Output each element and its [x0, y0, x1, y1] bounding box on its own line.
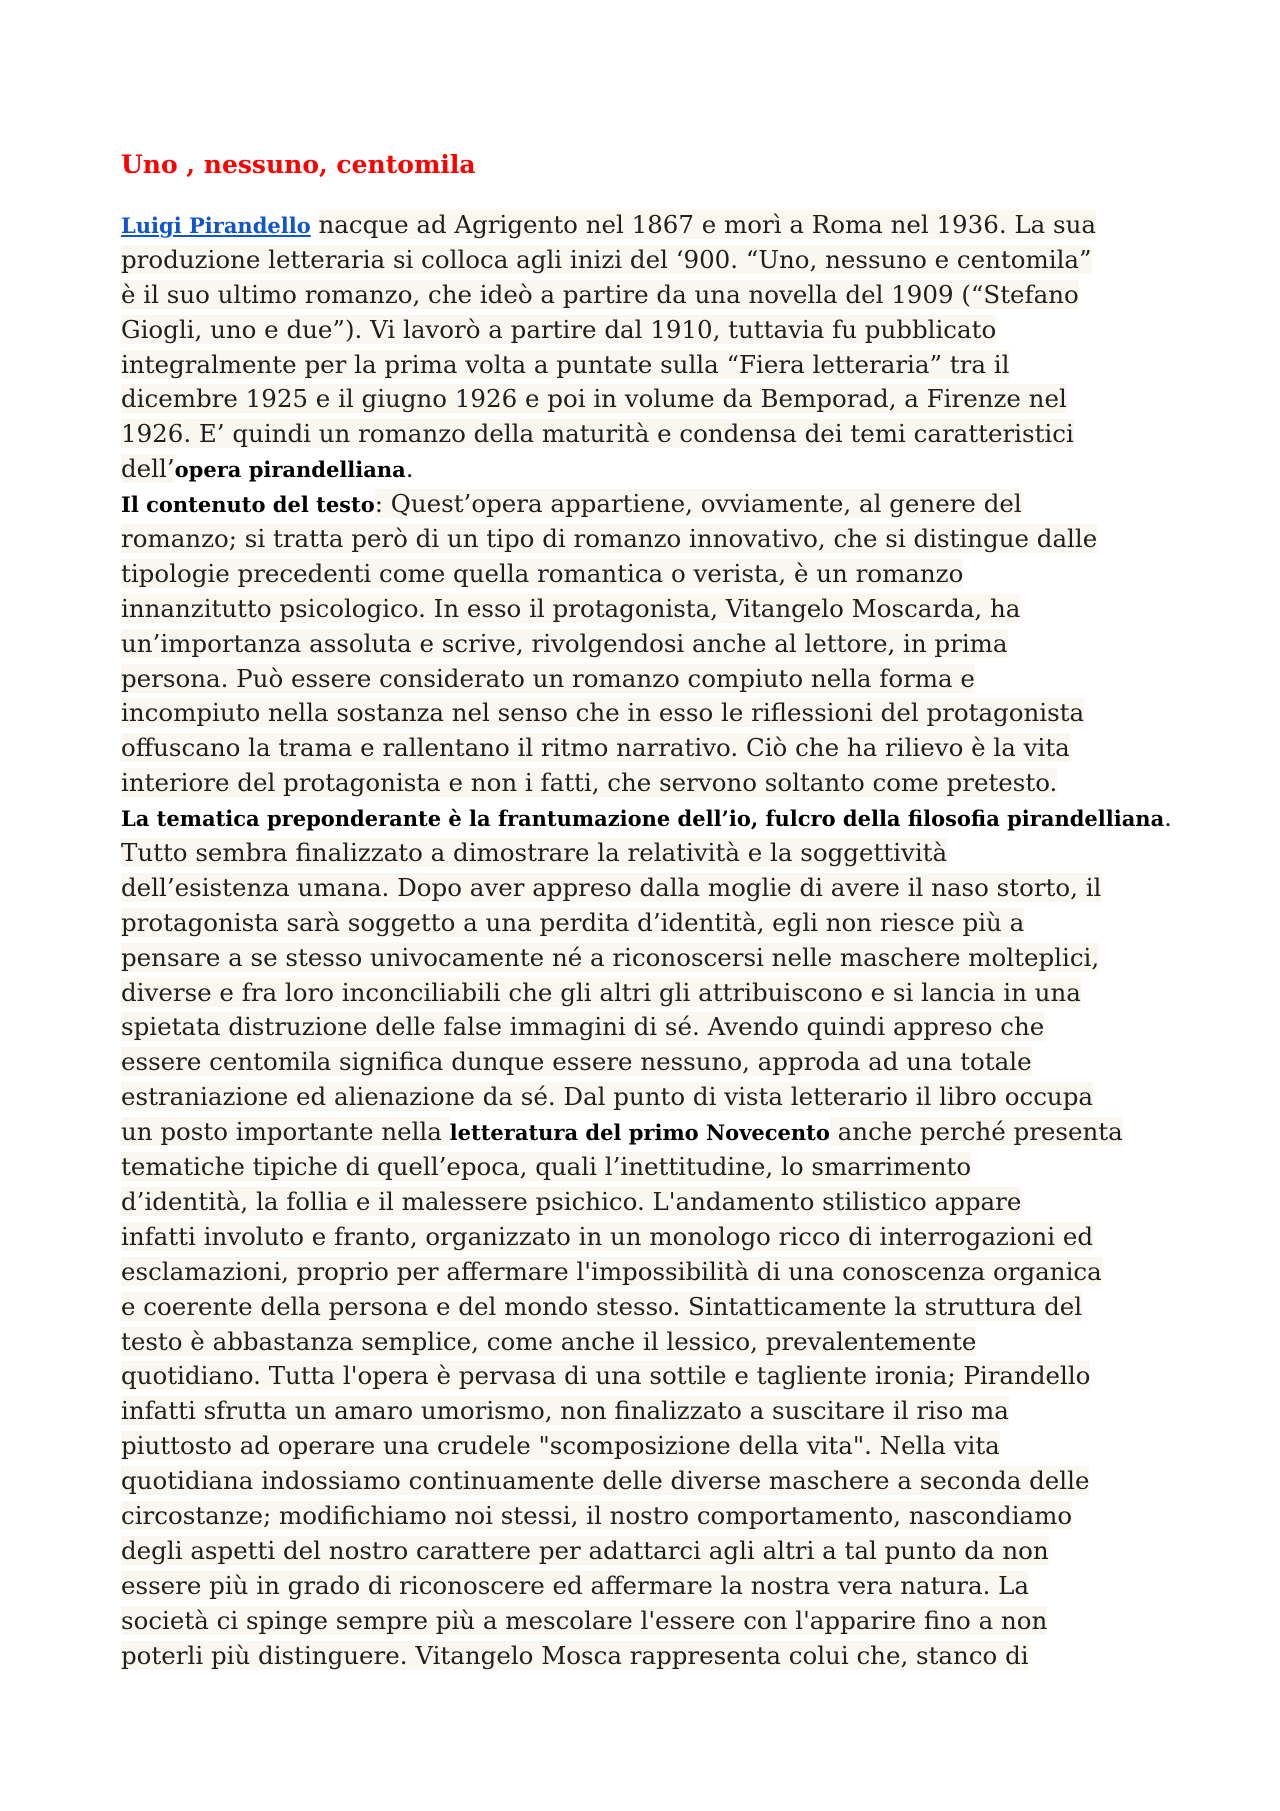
text-span: offuscano la trama e rallentano il ritmo narrativo. Ciò che ha rilievo è la vita: [121, 733, 1070, 763]
text-span: dicembre 1925 e il giugno 1926 e poi in volume da Bemporad, a Firenze nel: [121, 384, 1067, 414]
text-span: quotidiano. Tutta l'opera è pervasa di una sottile e tagliente ironia; Pirandello: [121, 1361, 1091, 1391]
text-span: esclamazioni, proprio per affermare l'impossibilità di una conoscenza organica: [121, 1256, 1102, 1286]
text-span: .: [1164, 803, 1172, 833]
text-span: infatti involuto e franto, organizzato in un monologo ricco di interrogazioni ed: [121, 1221, 1094, 1251]
text-span: anche perché presenta: [829, 1117, 1123, 1147]
bold-phrase: opera pirandelliana: [174, 457, 406, 483]
text-span: un posto importante nella: [121, 1117, 450, 1147]
text-line: [121, 313, 1181, 348]
text-line: [121, 417, 1181, 452]
text-span: tematiche tipiche di quell’epoca, quali l’inettitudine, lo smarrimento: [121, 1152, 972, 1182]
text-span: e coerente della persona e del mondo stesso. Sintatticamente la struttura del: [121, 1291, 1083, 1321]
text-span: spietata distruzione delle false immagini di sé. Avendo quindi appreso che: [121, 1012, 1045, 1042]
text-span: nacque ad Agrigento nel 1867 e morì a Roma nel 1936. La sua: [318, 210, 1097, 239]
text-line: [121, 1325, 1181, 1360]
text-line: [121, 766, 1181, 801]
text-span: Tutto sembra finalizzato a dimostrare la relatività e la soggettività: [121, 838, 948, 868]
text-span: infatti sfrutta un amaro umorismo, non finalizzato a suscitare il riso ma: [121, 1396, 1009, 1426]
text-line: [121, 1639, 1181, 1674]
text-line: [121, 487, 1181, 522]
text-line: [121, 696, 1181, 731]
text-span: interiore del protagonista e non i fatti, che servono soltanto come pretesto.: [121, 768, 1058, 798]
text-line: [121, 592, 1181, 627]
bold-phrase: La tematica preponderante è la frantumazione dell’io, fulcro della filosofia pirandelliana: [121, 806, 1165, 832]
text-span: protagonista sarà soggetto a una perdita d’identità, egli non riesce più a: [121, 907, 1025, 937]
text-line: [121, 1185, 1181, 1220]
text-line: [121, 1045, 1181, 1080]
text-line: [121, 1290, 1181, 1325]
text-line: [121, 1220, 1181, 1255]
text-line: [121, 1010, 1181, 1045]
bold-phrase: letteratura del primo Novecento: [449, 1120, 830, 1146]
author-link[interactable]: Luigi Pirandello: [121, 213, 311, 238]
text-line: [121, 243, 1181, 278]
text-line: [121, 1150, 1181, 1185]
page-title: Uno , nessuno, centomila: [121, 150, 476, 179]
text-span: essere centomila significa dunque essere nessuno, approda ad una totale: [121, 1047, 1032, 1077]
text-line: [121, 836, 1181, 871]
text-line: [121, 208, 1181, 243]
text-line: [121, 278, 1181, 313]
text-line: [121, 1569, 1181, 1604]
text-span: romanzo; si tratta però di un tipo di romanzo innovativo, che si distingue dalle: [121, 524, 1098, 554]
text-span: persona. Può essere considerato un romanzo compiuto nella forma e: [121, 663, 975, 693]
text-line: [121, 1464, 1181, 1499]
text-line: [121, 348, 1181, 383]
text-span: dell’: [121, 454, 175, 484]
text-span: Giogli, uno e due”). Vi lavorò a partire dal 1910, tuttavia fu pubblicato: [121, 314, 997, 344]
text-span: essere più in grado di riconoscere ed affermare la nostra vera natura. La: [121, 1570, 1030, 1600]
text-line: [121, 1429, 1181, 1464]
text-span: circostanze; modifichiamo noi stessi, il nostro comportamento, nascondiamo: [121, 1500, 1073, 1530]
text-line: [121, 1359, 1181, 1394]
text-span: : Quest’opera appartiene, ovviamente, al genere del: [374, 489, 1022, 519]
text-line: [121, 1394, 1181, 1429]
text-span: innanzitutto psicologico. In esso il protagonista, Vitangelo Moscarda, ha: [121, 593, 1021, 623]
text-span: un’importanza assoluta e scrive, rivolgendosi anche al lettore, in prima: [121, 628, 1008, 658]
document-body: [121, 208, 1181, 1673]
text-span: è il suo ultimo romanzo, che ideò a partire da una novella del 1909 (“Stefano: [121, 279, 1079, 309]
text-span: tipologie precedenti come quella romantica o verista, è un romanzo: [121, 558, 964, 588]
text-span: dell’esistenza umana. Dopo aver appreso dalla moglie di avere il naso storto, il: [121, 872, 1102, 902]
text-span: incompiuto nella sostanza nel senso che in esso le riflessioni del protagonista: [121, 698, 1085, 728]
text-line: [121, 452, 1181, 487]
text-span: poterli più distinguere. Vitangelo Mosca rappresenta colui che, stanco di: [121, 1640, 1029, 1670]
text-line: [121, 731, 1181, 766]
text-line: [121, 382, 1181, 417]
text-line: [121, 871, 1181, 906]
text-line: [121, 557, 1181, 592]
text-line: [121, 941, 1181, 976]
text-line: [121, 1115, 1181, 1150]
text-span: quotidiana indossiamo continuamente delle diverse maschere a seconda delle: [121, 1466, 1090, 1496]
text-span: pensare a se stesso univocamente né a riconoscersi nelle maschere molteplici,: [121, 942, 1100, 972]
text-line: [121, 1080, 1181, 1115]
text-span: 1926. E’ quindi un romanzo della maturità e condensa dei temi caratteristici: [121, 419, 1074, 449]
text-span: estraniazione ed alienazione da sé. Dal punto di vista letterario il libro occupa: [121, 1082, 1093, 1112]
text-span: integralmente per la prima volta a puntate sulla “Fiera letteraria” tra il: [121, 349, 1010, 379]
text-line: [121, 1255, 1181, 1290]
text-line: [121, 662, 1181, 697]
text-span: produzione letteraria si colloca agli inizi del ‘900. “Uno, nessuno e centomila”: [121, 244, 1092, 274]
text-line: [121, 627, 1181, 662]
text-span: .: [405, 454, 414, 484]
text-line: [121, 976, 1181, 1011]
text-span: testo è abbastanza semplice, come anche il lessico, prevalentemente: [121, 1326, 977, 1356]
text-span: degli aspetti del nostro carattere per adattarci agli altri a tal punto da non: [121, 1535, 1049, 1565]
text-line: [121, 1604, 1181, 1639]
text-line: [121, 1499, 1181, 1534]
text-span: d’identità, la follia e il malessere psichico. L'andamento stilistico appare: [121, 1186, 1022, 1216]
text-line: [121, 801, 1181, 836]
text-span: diverse e fra loro inconciliabili che gli altri gli attribuiscono e si lancia in una: [121, 977, 1081, 1007]
text-span: piuttosto ad operare una crudele "scomposizione della vita". Nella vita: [121, 1431, 1000, 1461]
text-span: società ci spinge sempre più a mescolare l'essere con l'apparire fino a non: [121, 1605, 1048, 1635]
text-line: [121, 522, 1181, 557]
section-heading: Il contenuto del testo: [121, 492, 375, 518]
text-line: [121, 1534, 1181, 1569]
text-line: [121, 906, 1181, 941]
